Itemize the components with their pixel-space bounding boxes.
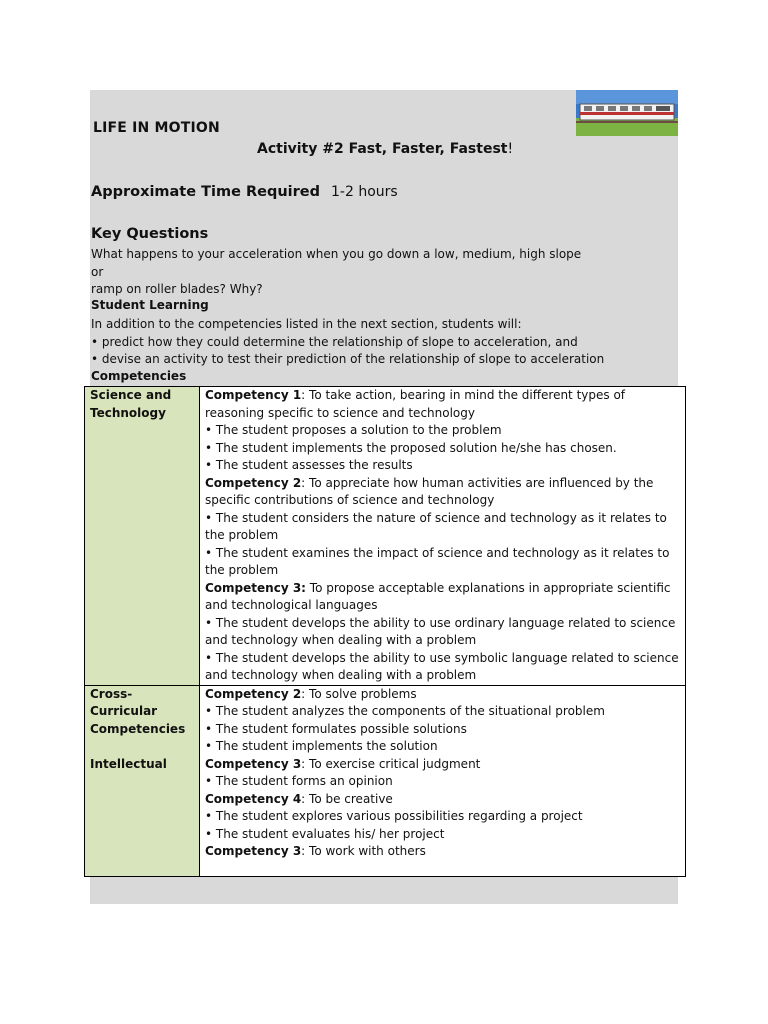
activity-title-text: Activity #2 Fast, Faster, Fastest (257, 141, 508, 157)
competency-block (205, 843, 681, 861)
table-row (85, 685, 686, 876)
competency-item: • The student implements the proposed solution he/she has chosen. (205, 440, 617, 455)
train-clipart-icon (576, 90, 678, 136)
competency-label: Competency 3 (205, 844, 302, 858)
competencies-heading: Competencies (91, 369, 187, 383)
competency-item: • The student develops the ability to use ordinary language related to science and technology when dealing with a problem (205, 615, 676, 647)
competency-text: : To take action, bearing in mind the different types of reasoning specific to science and technology (205, 388, 626, 420)
competency-text: : To exercise critical judgment (301, 756, 481, 771)
student-learning-item: • devise an activity to test their prediction of the relationship of slope to acceleration (91, 352, 605, 366)
competency-block (205, 791, 681, 809)
competency-block (205, 580, 681, 615)
competency-item: • The student evaluates his/ her project (205, 826, 445, 841)
category-label: Cross-Curricular (90, 686, 158, 718)
competency-item: • The student proposes a solution to the problem (205, 423, 502, 437)
time-required-value: 1-2 hours (331, 184, 398, 200)
key-questions-line: ramp on roller blades? Why? (91, 282, 263, 296)
competency-item: • The student implements the solution (205, 739, 438, 753)
competency-text: : To be creative (301, 791, 393, 806)
competency-item: • The student assesses the results (205, 458, 413, 472)
competency-item: • The student forms an opinion (205, 774, 393, 788)
student-learning-item: • predict how they could determine the relationship of slope to acceleration, and (91, 334, 578, 349)
activity-title-suffix: ! (507, 141, 514, 157)
category-label: Technology (90, 405, 166, 420)
competency-cell (200, 387, 686, 686)
competency-label: Competency 3: (205, 580, 306, 595)
category-label: Science and (90, 388, 172, 402)
competency-block (205, 475, 681, 510)
competency-block (205, 756, 681, 774)
document-title: LIFE IN MOTION (93, 120, 220, 136)
category-label: Competencies (90, 721, 186, 736)
competency-item: • The student formulates possible solutions (205, 721, 467, 736)
category-cell (85, 685, 200, 876)
student-learning-text (91, 316, 691, 369)
key-questions-heading: Key Questions (91, 226, 209, 242)
key-questions-line: What happens to your acceleration when you go down a low, medium, high slope or (91, 247, 582, 279)
competency-text: To propose acceptable explanations in appropriate scientific and technological languages (205, 580, 671, 612)
competency-label: Competency 4 (205, 791, 302, 806)
student-learning-heading: Student Learning (91, 298, 209, 312)
competency-label: Competency 2 (205, 686, 302, 701)
competency-label: Competency 1 (205, 388, 302, 402)
competency-cell (200, 685, 686, 876)
competencies-table (84, 386, 686, 877)
competency-item: • The student explores various possibilities regarding a project (205, 809, 583, 823)
competency-item: • The student considers the nature of science and technology as it relates to the problem (205, 510, 667, 542)
time-required-label: Approximate Time Required (91, 184, 321, 200)
competency-block (205, 686, 681, 704)
competency-block (205, 387, 681, 422)
student-learning-intro: In addition to the competencies listed in the next section, students will: (91, 317, 522, 331)
competency-item: • The student examines the impact of science and technology as it relates to the problem (205, 545, 670, 577)
competency-text: : To work with others (301, 844, 426, 858)
competency-text: : To solve problems (301, 686, 417, 701)
activity-title (257, 141, 513, 157)
category-cell (85, 387, 200, 686)
competency-item: • The student analyzes the components of the situational problem (205, 704, 605, 718)
competency-item: • The student develops the ability to use symbolic language related to science and technology when dealing with a problem (205, 650, 679, 682)
category-label: Intellectual (90, 756, 167, 771)
table-row (85, 387, 686, 686)
competency-text: : To appreciate how human activities are influenced by the specific contributions of science and technology (205, 475, 654, 507)
competency-label: Competency 2 (205, 475, 302, 490)
competency-label: Competency 3 (205, 756, 302, 771)
key-questions-text (91, 246, 591, 299)
